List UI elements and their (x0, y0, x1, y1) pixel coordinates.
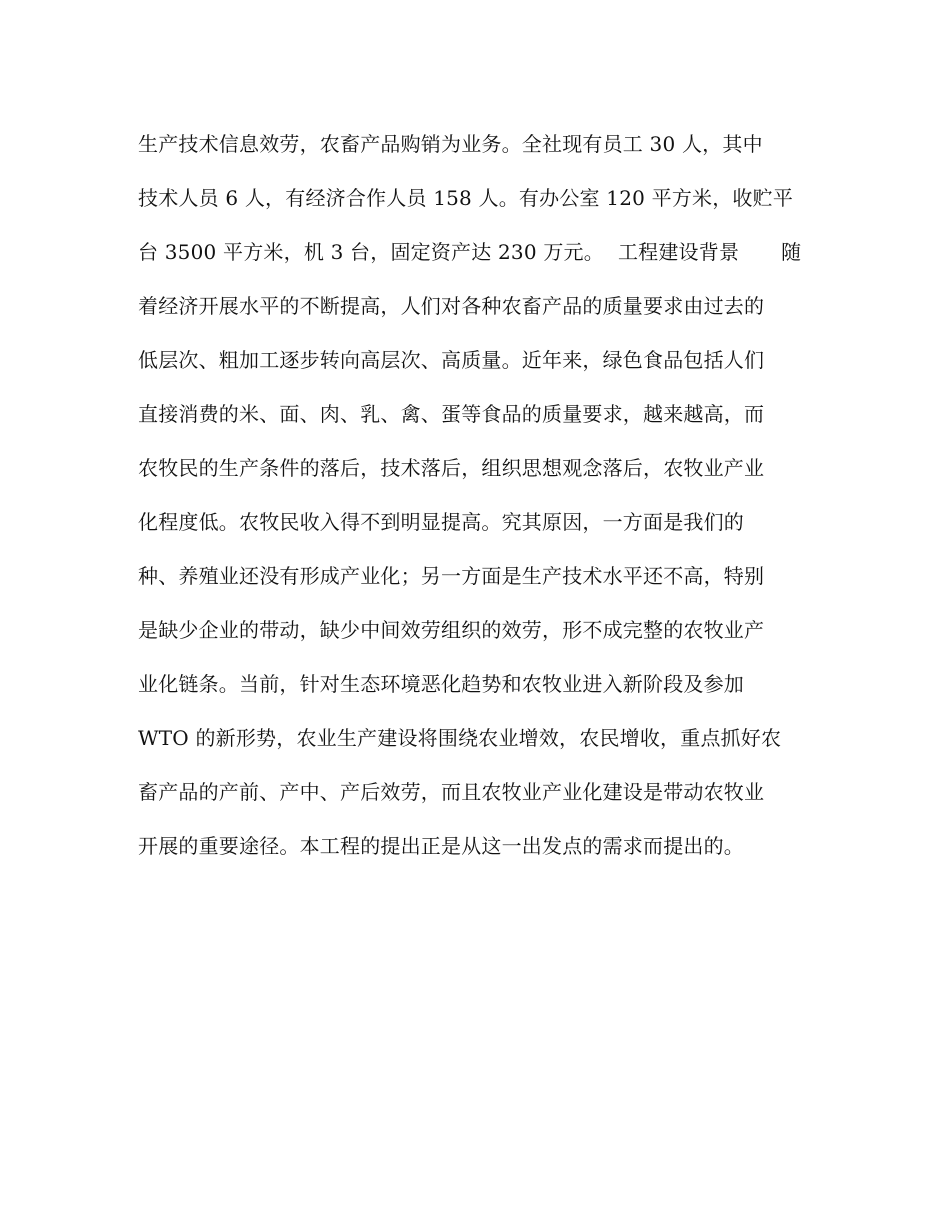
text-line (138, 716, 818, 770)
text-line (138, 608, 818, 662)
text-line (138, 824, 818, 878)
text-line (138, 770, 818, 824)
text-segment: 台 3500 平方米，机 3 台，固定资产达 230 万元。 (138, 240, 604, 264)
text-segment: 着经济开展水平的不断提高，人们对各种农畜产品的质量要求由过去的 (138, 294, 765, 318)
text-line (138, 500, 818, 554)
text-line (138, 122, 818, 176)
text-segment: 化程度低。农牧民收入得不到明显提高。究其原因，一方面是我们的 (138, 510, 744, 534)
text-line (138, 284, 818, 338)
text-segment: 随 (781, 240, 802, 264)
text-segment: 业化链条。当前，针对生态环境恶化趋势和农牧业进入新阶段及参加 (138, 672, 744, 696)
text-segment: 开展的重要途径。本工程的提出正是从这一出发点的需求而提出的。 (138, 834, 744, 858)
text-segment: 生产技术信息效劳，农畜产品购销为业务。全社现有员工 30 人，其中 (138, 132, 763, 156)
text-segment: WTO 的新形势，农业生产建设将围绕农业增效，农民增收，重点抓好农 (138, 726, 782, 750)
text-segment: 低层次、粗加工逐步转向高层次、高质量。近年来，绿色食品包括人们 (138, 348, 765, 372)
text-line (138, 176, 818, 230)
text-line (138, 554, 818, 608)
text-segment: 畜产品的产前、产中、产后效劳，而且农牧业产业化建设是带动农牧业 (138, 780, 765, 804)
text-line (138, 662, 818, 716)
text-line (138, 392, 818, 446)
text-segment: 种、养殖业还没有形成产业化；另一方面是生产技术水平还不高，特别 (138, 564, 765, 588)
text-line (138, 338, 818, 392)
text-segment: 农牧民的生产条件的落后，技术落后，组织思想观念落后，农牧业产业 (138, 456, 765, 480)
text-line (138, 230, 818, 284)
text-line (138, 446, 818, 500)
text-segment: 技术人员 6 人，有经济合作人员 158 人。有办公室 120 平方米，收贮平 (138, 186, 794, 210)
document-body (138, 122, 818, 878)
section-heading: 工程建设背景 (617, 240, 740, 264)
text-segment: 是缺少企业的带动，缺少中间效劳组织的效劳，形不成完整的农牧业产 (138, 618, 765, 642)
text-segment: 直接消费的米、面、肉、乳、禽、蛋等食品的质量要求，越来越高，而 (138, 402, 765, 426)
